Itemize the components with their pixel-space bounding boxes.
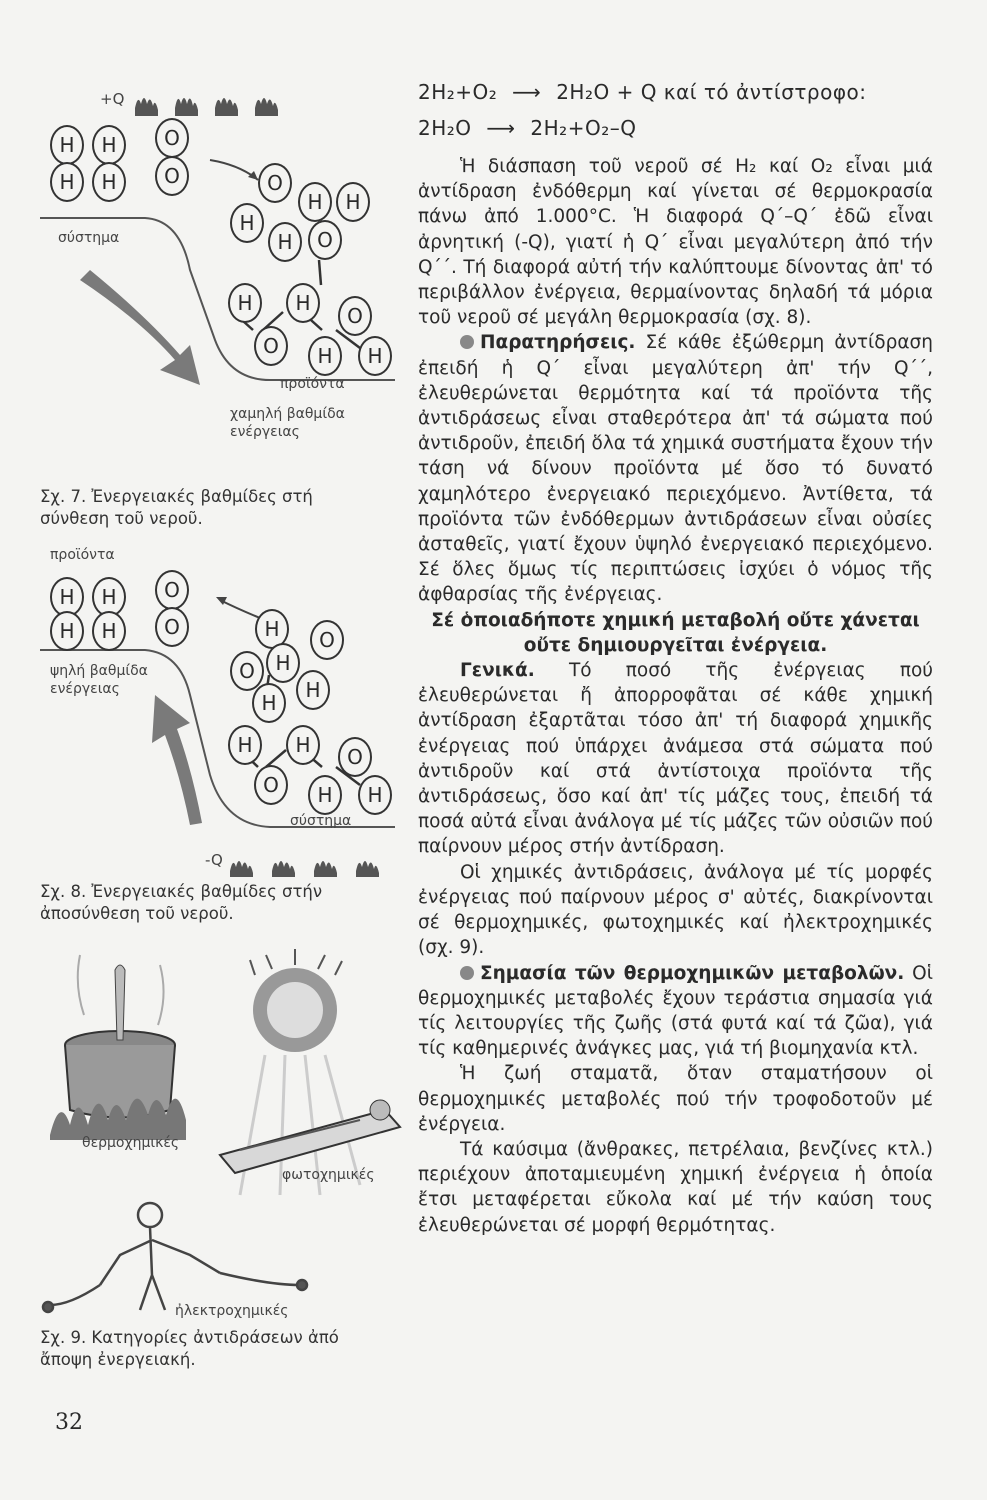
figure-8-caption-line2: ἀποσύνθεση τοῦ νεροῦ. bbox=[40, 904, 234, 923]
paragraph-fuels: Τά καύσιμα (ἄνθρακες, πετρέλαια, βενζίνες κτλ.) περιέχουν ἀποταμιευμένη χημική ἐνέργεια ἡ ὁποία ἔτσι μεταφέρεται εὔκολα καί μέ τήν καύση τους ἐλευθερώνεται σέ μορφή θερμότητας. bbox=[418, 1138, 933, 1236]
heat-plus-q: +Q bbox=[100, 90, 125, 108]
energy-label: ενέργειας bbox=[230, 424, 300, 440]
page-number: 32 bbox=[55, 1410, 83, 1435]
figure-8-caption-line1: Σχ. 8. Ἐνεργειακές βαθμίδες στήν bbox=[40, 882, 323, 901]
atom-h: H bbox=[298, 182, 332, 222]
atom-h: H bbox=[50, 611, 84, 651]
flame-icons bbox=[210, 847, 410, 877]
atom-h: H bbox=[296, 670, 330, 710]
equation-1-left: 2H₂+O₂ bbox=[418, 80, 498, 104]
photochemical-label: φωτοχημικές bbox=[282, 1167, 375, 1183]
figure-9 bbox=[40, 935, 410, 1375]
figure-8 bbox=[40, 545, 410, 925]
bullet-icon bbox=[460, 966, 474, 980]
atom-h: H bbox=[308, 336, 342, 376]
atom-h: H bbox=[255, 609, 289, 649]
general-heading: Γενικά. bbox=[460, 660, 535, 682]
importance-body: Οἱ θερμοχημικές μεταβολές ἔχουν τεράστια σημασία γιά τίς λειτουργίες τῆς ζωῆς (στά φυτά καί τά ζῶα), γιά τίς καθημερινές ἀνάγκες μας, γιά τή βιομηχανία κτλ. bbox=[418, 962, 933, 1060]
observations-heading: Παρατηρήσεις. bbox=[480, 332, 636, 354]
atom-h: H bbox=[50, 162, 84, 202]
flame-icons bbox=[135, 98, 278, 116]
figure-7-caption-line1: Σχ. 7. Ἐνεργειακές βαθμίδες στή bbox=[40, 487, 313, 506]
atom-h: H bbox=[50, 577, 84, 617]
observations-body: Σέ κάθε ἐξώθερμη ἀντίδραση ἐπειδή ἡ Q΄ εἶναι μεγαλύτερη ἀπ' τήν Q΄΄, ἐλευθερώνεται θερμότητα καί τά προϊόντα τῆς ἀντιδράσεως εἶναι σταθερότερα ἀπ' τά σώματα πού ἀντιδροῦν, ἐπειδή ὅλα τά χημικά συστήματα ἔχουν τήν τάση νά δίνουν προϊόντα μέ ὅσο τό δυνατό χαμηλότερο ἐνεργειακό περιεχόμενο. Ἀντίθετα, τά προϊόντα τῶν ἐνδόθερμων ἀντιδράσεων εἶναι οὐσίες ἀσταθεῖς, γιατί ἔχουν ὑψηλό ἐνεργειακό περιεχόμενο. Σέ ὅλες ὅμως τίς περιπτώσεις ἰσχύει ὁ νόμος τῆς ἀφθαρσίας τῆς ἐνέργειας. bbox=[418, 332, 933, 606]
products-label: προϊόντα bbox=[280, 376, 345, 392]
atom-h: H bbox=[286, 283, 320, 323]
atom-o: O bbox=[254, 765, 288, 805]
atom-o: O bbox=[155, 118, 189, 158]
equation-1 bbox=[418, 74, 933, 110]
equation-1-right: 2H₂O + Q καί τό ἀντίστροφο: bbox=[556, 80, 867, 104]
atom-o: O bbox=[155, 156, 189, 196]
general-body: Τό ποσό τῆς ἐνέργειας πού ἐλευθερώνεται ἤ ἀπορροφᾶται σέ κάθε χημική ἀντίδραση ἐξαρτᾶται τόσο ἀπ' τή διαφορά χημικῆς ἐνέργειας πού ὑπάρχει ἀνάμεσα στά σώματα πού ἀντιδροῦν καί στά ἀντίστοιχα προϊόντα τῆς ἀντιδράσεως, ὅσο καί ἀπ' τίς μάζες τους, ἐπειδή τά ποσά αὐτά εἶναι ἀνάλογα μέ τίς μάζες τῶν οὐσιῶν πού παίρνουν μέρος στήν ἀντίδραση. bbox=[418, 660, 933, 858]
electric-figure-icon bbox=[43, 1203, 307, 1312]
atom-o: O bbox=[308, 220, 342, 260]
atom-o: O bbox=[230, 651, 264, 691]
equation-2 bbox=[418, 110, 933, 146]
bullet-icon bbox=[460, 335, 474, 349]
figure-9-caption-line1: Σχ. 9. Κατηγορίες ἀντιδράσεων ἀπό bbox=[40, 1328, 339, 1347]
atom-h: H bbox=[92, 162, 126, 202]
atom-h: H bbox=[228, 725, 262, 765]
low-level-label: χαμηλή βαθμίδα bbox=[230, 406, 345, 422]
paragraph-general bbox=[418, 658, 933, 860]
paragraph-observations bbox=[418, 330, 933, 607]
paragraph-importance bbox=[418, 961, 933, 1062]
figure-7-caption-line2: σύνθεση τοῦ νεροῦ. bbox=[40, 509, 203, 528]
atom-o: O bbox=[338, 296, 372, 336]
atom-h: H bbox=[308, 775, 342, 815]
system-label: σύστημα bbox=[290, 813, 352, 829]
system-label: σύστημα bbox=[58, 230, 120, 246]
thermochemical-label: θερμοχημικές bbox=[82, 1135, 180, 1151]
high-level-label: ψηλή βαθμίδα bbox=[50, 663, 148, 679]
atom-h: H bbox=[228, 283, 262, 323]
equation-2-left: 2H₂O bbox=[418, 116, 472, 140]
atom-h: H bbox=[266, 643, 300, 683]
atom-o: O bbox=[258, 163, 292, 203]
energy-types-illustration bbox=[40, 935, 410, 1325]
atom-h: H bbox=[336, 182, 370, 222]
atom-h: H bbox=[268, 222, 302, 262]
atom-h: H bbox=[286, 725, 320, 765]
atom-h: H bbox=[92, 577, 126, 617]
atom-o: O bbox=[310, 620, 344, 660]
arrow-icon: ⟶ bbox=[512, 80, 542, 104]
atom-o: O bbox=[254, 326, 288, 366]
main-text-column bbox=[418, 74, 933, 1238]
atom-h: H bbox=[50, 125, 84, 165]
heat-minus-q: -Q bbox=[205, 851, 223, 869]
figure-7 bbox=[40, 80, 410, 528]
atom-h: H bbox=[358, 336, 392, 376]
atom-h: H bbox=[92, 125, 126, 165]
paragraph-decomposition: Ἡ διάσπαση τοῦ νεροῦ σέ H₂ καί O₂ εἶναι μιά ἀντίδραση ἐνδόθερμη καί γίνεται σέ θερμοκρασία πάνω ἀπό 1.000°C. Ἡ διαφορά Q΄–Q΄ ἐδῶ εἶναι ἀρνητική (-Q), γιατί ἡ Q΄ εἶναι μεγαλύτερη ἀπό τήν Q΄΄. Τή διαφορά αὐτή τήν καλύπτουμε δίνοντας ἀπ' τό περιβάλλον ἐνέργεια, θερμαίνοντας δηλαδή τά μόρια τοῦ νεροῦ σέ μεγάλη θερμοκρασία (σχ. 8). bbox=[418, 156, 933, 329]
atom-o: O bbox=[155, 607, 189, 647]
atom-h: H bbox=[92, 611, 126, 651]
conservation-law: Σέ ὁποιαδήποτε χημική μεταβολή οὔτε χάνεται οὔτε δημιουργεῖται ἐνέργεια. bbox=[431, 609, 920, 656]
electrochemical-label: ἠλεκτροχημικές bbox=[175, 1303, 289, 1319]
paragraph-life: Ἡ ζωή σταματᾶ, ὅταν σταματήσουν οἱ θερμοχημικές μεταβολές πού τήν τροφοδοτοῦν μέ ἐνέργεια. bbox=[418, 1063, 933, 1135]
atom-o: O bbox=[155, 570, 189, 610]
importance-heading: Σημασία τῶν θερμοχημικῶν μεταβολῶν. bbox=[480, 962, 905, 984]
paragraph-reaction-types: Οἱ χημικές ἀντιδράσεις, ἀνάλογα μέ τίς μορφές ἐνέργειας πού παίρνουν μέρος σ' αὐτές, διακρίνονται σέ θερμοχημικές, φωτοχημικές καί ἠλεκτροχημικές (σχ. 9). bbox=[418, 861, 933, 959]
energy-label: ενέργειας bbox=[50, 681, 120, 697]
atom-h: H bbox=[358, 775, 392, 815]
atom-h: H bbox=[252, 683, 286, 723]
arrow-icon: ⟶ bbox=[486, 116, 516, 140]
cauldron-fire-icon bbox=[50, 955, 186, 1140]
figure-9-caption-line2: ἄποψη ἐνεργειακή. bbox=[40, 1350, 196, 1369]
atom-o: O bbox=[338, 737, 372, 777]
products-label: προϊόντα bbox=[50, 547, 115, 563]
equation-2-right: 2H₂+O₂–Q bbox=[530, 116, 637, 140]
atom-h: H bbox=[230, 203, 264, 243]
